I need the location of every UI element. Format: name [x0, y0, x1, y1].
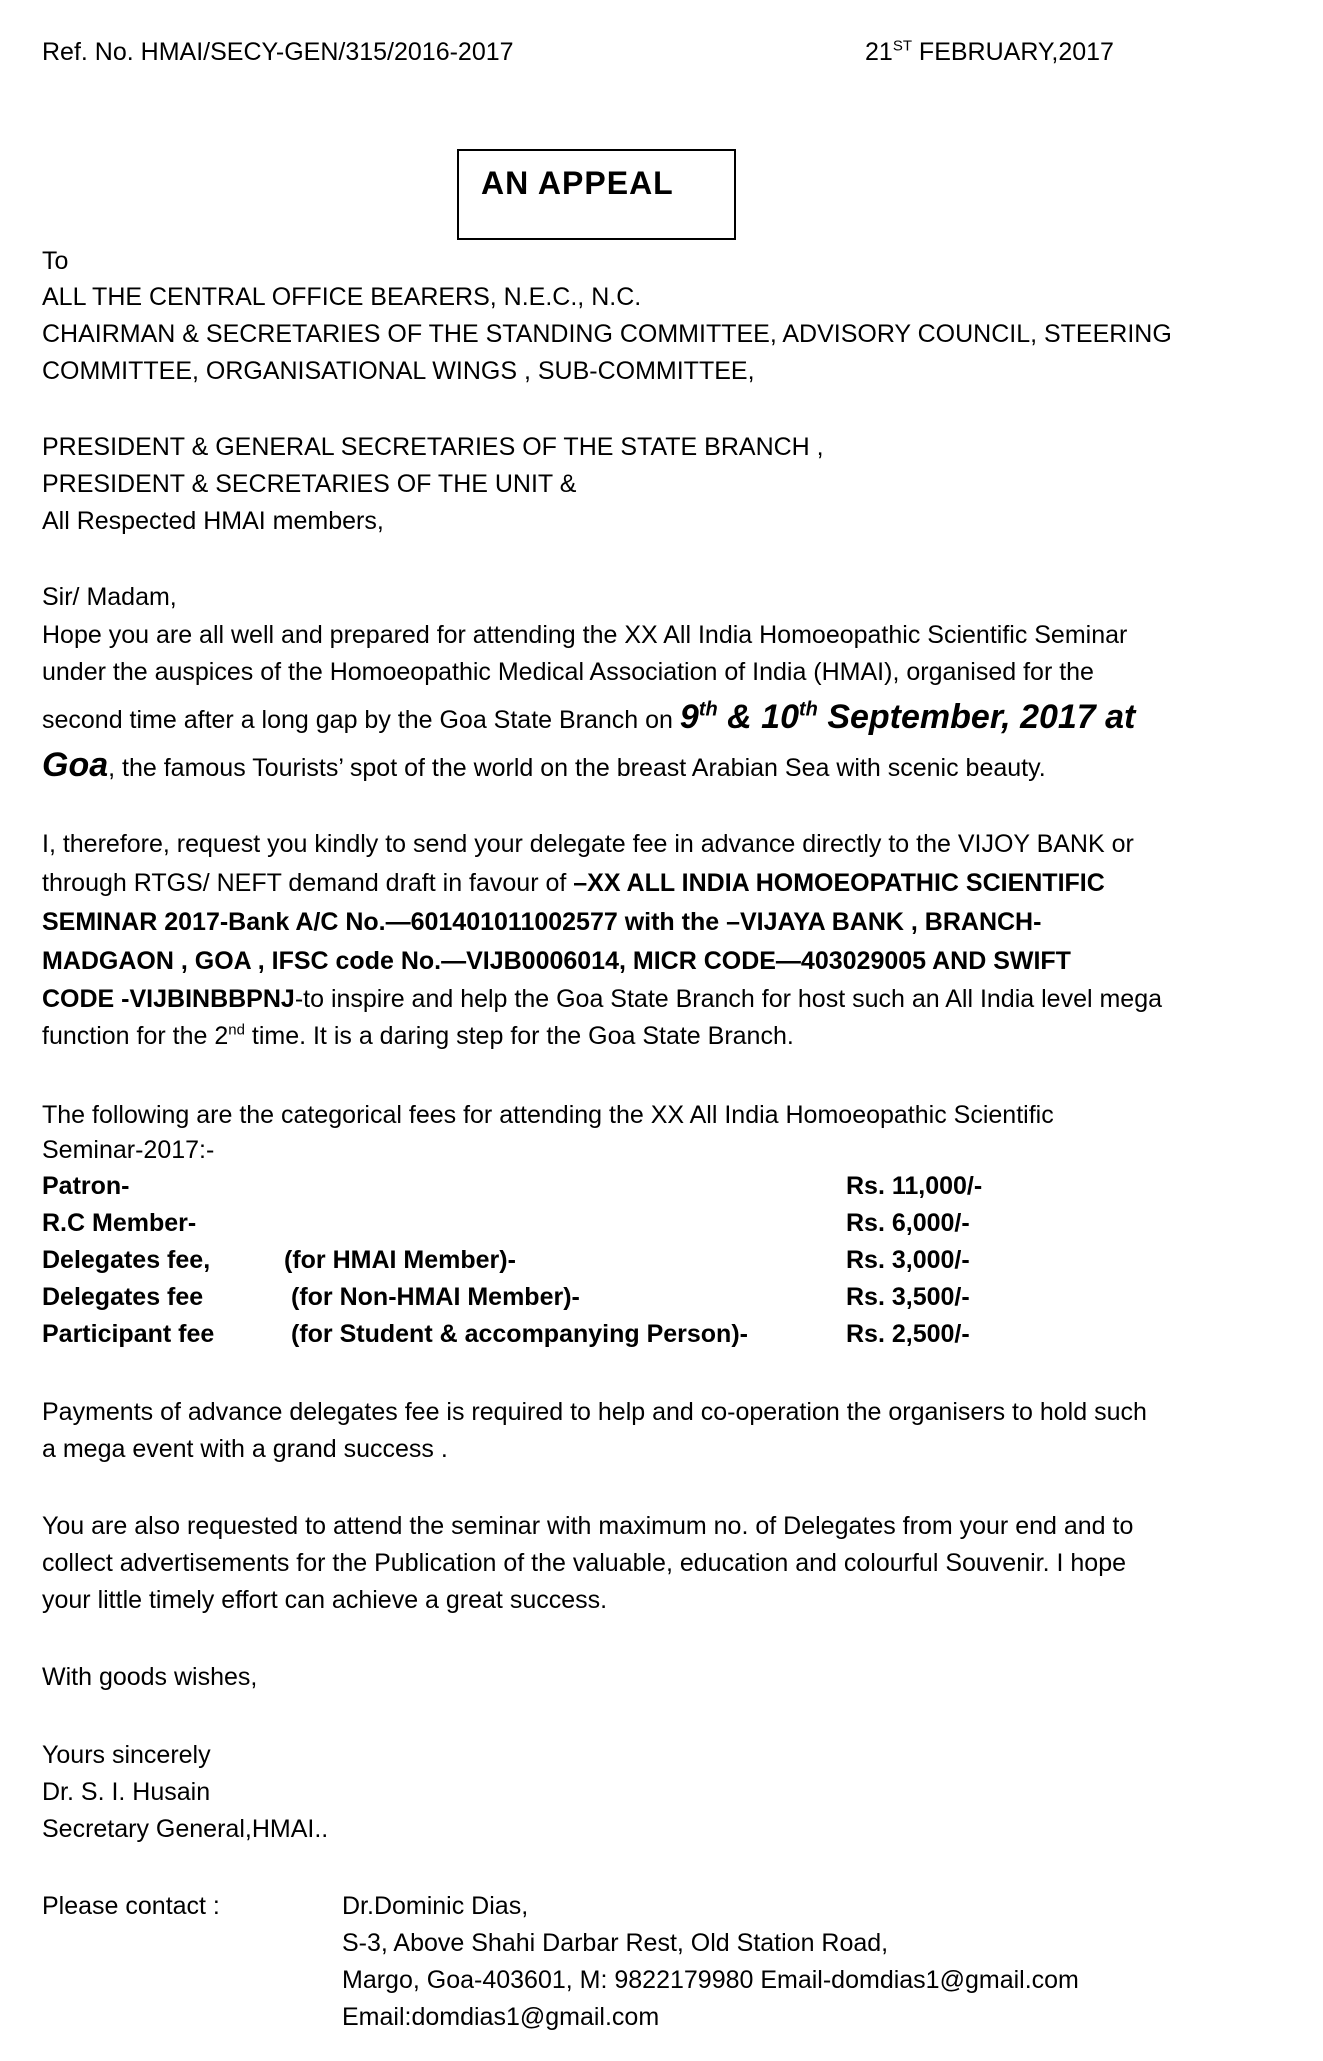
fee-amount: Rs. 3,000/-	[846, 1246, 970, 1274]
fee-amount: Rs. 3,500/-	[846, 1283, 970, 1311]
body-line: function for the 2nd time. It is a daring step for the Goa State Branch.	[42, 1021, 794, 1050]
body-line: under the auspices of the Homoeopathic Medical Association of India (HMAI), organised for the	[42, 658, 1094, 686]
body-line: The following are the categorical fees for attending the XX All India Homoeopathic Scientific	[42, 1101, 1054, 1129]
addressee-line: PRESIDENT & GENERAL SECRETARIES OF THE STATE BRANCH ,	[42, 433, 824, 461]
fee-amount: Rs. 11,000/-	[846, 1172, 983, 1200]
body-line: collect advertisements for the Publication of the valuable, education and colourful Souvenir. I hope	[42, 1549, 1127, 1577]
body-line: I, therefore, request you kindly to send your delegate fee in advance directly to the VIJOY BANK or	[42, 830, 1134, 858]
page-title: AN APPEAL	[481, 165, 674, 201]
fee-amount: Rs. 2,500/-	[846, 1320, 970, 1348]
addressee-line: ALL THE CENTRAL OFFICE BEARERS, N.E.C., N.C.	[42, 283, 642, 311]
fee-note: (for HMAI Member)-	[284, 1246, 516, 1274]
closing-yours: Yours sincerely	[42, 1741, 211, 1769]
addressee-line: PRESIDENT & SECRETARIES OF THE UNIT &	[42, 470, 577, 498]
contact-line: S-3, Above Shahi Darbar Rest, Old Station Road,	[342, 1929, 889, 1957]
addressee-line: COMMITTEE, ORGANISATIONAL WINGS , SUB-COMMITTEE,	[42, 357, 755, 385]
body-line: Hope you are all well and prepared for attending the XX All India Homoeopathic Scientific Seminar	[42, 621, 1128, 649]
fee-note: (for Student & accompanying Person)-	[291, 1320, 748, 1348]
body-line: Payments of advance delegates fee is required to help and co-operation the organisers to hold such	[42, 1398, 1147, 1426]
body-line: Seminar-2017:-	[42, 1136, 215, 1164]
fee-category: Patron-	[42, 1172, 130, 1200]
contact-label: Please contact :	[42, 1892, 220, 1920]
signatory-title: Secretary General,HMAI..	[42, 1815, 329, 1843]
closing-wishes: With goods wishes,	[42, 1663, 258, 1691]
body-line: Goa, the famous Tourists’ spot of the world on the breast Arabian Sea with scenic beauty.	[42, 746, 1046, 784]
title-box	[457, 149, 736, 240]
body-line: a mega event with a grand success .	[42, 1435, 448, 1463]
seminar-venue: Goa	[42, 746, 109, 784]
salutation: Sir/ Madam,	[42, 583, 177, 611]
fee-note: (for Non-HMAI Member)-	[291, 1283, 580, 1311]
fee-category: Delegates fee	[42, 1283, 204, 1311]
contact-line: Margo, Goa-403601, M: 9822179980 Email-domdias1@gmail.com	[342, 1966, 1079, 1994]
contact-line: Email:domdias1@gmail.com	[342, 2003, 660, 2031]
to-label: To	[42, 247, 69, 275]
body-line: your little timely effort can achieve a great success.	[42, 1586, 608, 1614]
bank-details-line: SEMINAR 2017-Bank A/C No.—601401011002577 with the –VIJAYA BANK , BRANCH-	[42, 908, 1042, 936]
fee-category: Participant fee	[42, 1320, 215, 1348]
body-line: second time after a long gap by the Goa State Branch on 9th & 10th September, 2017 at	[42, 698, 1136, 736]
body-line: You are also requested to attend the seminar with maximum no. of Delegates from your end and to	[42, 1512, 1134, 1540]
letter-date: 21ST FEBRUARY,2017	[865, 37, 1114, 66]
bank-details-line: MADGAON , GOA , IFSC code No.—VIJB0006014, MICR CODE—403029005 AND SWIFT	[42, 947, 1071, 975]
fee-category: Delegates fee,	[42, 1246, 211, 1274]
fee-amount: Rs. 6,000/-	[846, 1209, 970, 1237]
body-line: through RTGS/ NEFT demand draft in favour of –XX ALL INDIA HOMOEOPATHIC SCIENTIFIC	[42, 869, 1105, 897]
body-line: CODE -VIJBINBBPNJ-to inspire and help the Goa State Branch for host such an All India level mega	[42, 985, 1163, 1013]
contact-line: Dr.Dominic Dias,	[342, 1892, 529, 1920]
fee-category: R.C Member-	[42, 1209, 197, 1237]
signatory-name: Dr. S. I. Husain	[42, 1778, 211, 1806]
reference-number: Ref. No. HMAI/SECY-GEN/315/2016-2017	[42, 38, 514, 66]
addressee-line: CHAIRMAN & SECRETARIES OF THE STANDING COMMITTEE, ADVISORY COUNCIL, STEERING	[42, 320, 1172, 348]
seminar-dates: 9th & 10th September, 2017 at	[679, 698, 1136, 736]
addressee-line: All Respected HMAI members,	[42, 507, 384, 535]
